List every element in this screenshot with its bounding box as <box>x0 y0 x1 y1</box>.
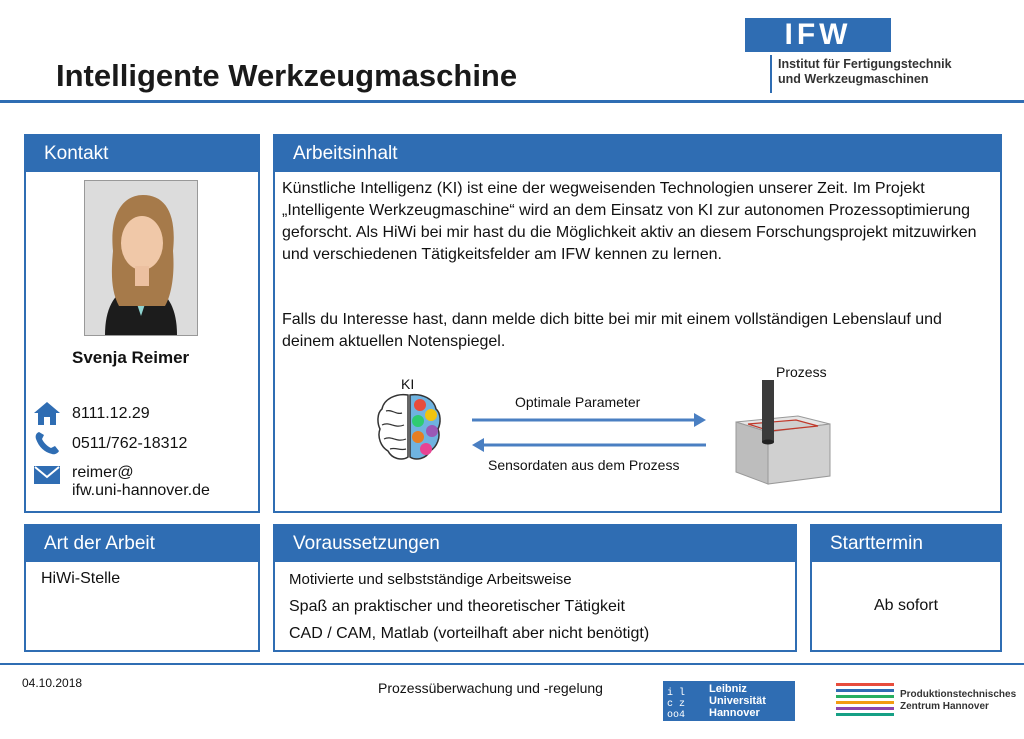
requirement-item: CAD / CAM, Matlab (vorteilhaft aber nicht benötigt) <box>289 625 650 642</box>
arrow-bottom-label: Sensordaten aus dem Prozess <box>488 457 680 473</box>
footer-center-text: Prozessüberwachung und -regelung <box>378 680 603 696</box>
logo-subtitle-line-1: Institut für Fertigungstechnik <box>778 57 952 71</box>
arbeitsinhalt-paragraph-2: Falls du Interesse hast, dann melde dich bitte bei mir mit einem vollständigen Lebenslauf und deinem aktuellen Notenspiegel. <box>282 311 942 350</box>
luh-line-3: Hannover <box>709 707 760 719</box>
logo-divider <box>770 55 772 93</box>
ki-label: KI <box>401 376 415 392</box>
process-machine-icon <box>734 380 832 486</box>
arbeitsinhalt-paragraph-1: Künstliche Intelligenz (KI) ist eine der wegweisenden Technologien unserer Zeit. Im Projekt „Intelligente Werkzeugmaschine“ wird an dem Einsatz von KI zur autonomen Prozessoptimierung geforscht. Als HiWi bei mir hast du die Möglichkeit aktiv an diesem Forschungsprojekt mitzuwirken und verschiedenen Tätigkeitsfelder am IFW kennen zu lernen. <box>282 180 977 263</box>
header-rule <box>0 100 1024 103</box>
footer-date: 04.10.2018 <box>22 676 83 690</box>
contact-name: Svenja Reimer <box>72 348 190 367</box>
pzh-line-1: Produktionstechnisches <box>900 689 1017 700</box>
luh-logo <box>663 681 795 721</box>
contact-room: 8111.12.29 <box>72 405 150 422</box>
contact-email-line-2: ifw.uni-hannover.de <box>72 482 210 499</box>
mail-icon <box>33 463 61 489</box>
brain-icon <box>376 391 442 463</box>
voraussetzungen-heading: Voraussetzungen <box>275 526 795 562</box>
starttermin-panel <box>810 524 1002 652</box>
arbeitsinhalt-heading: Arbeitsinhalt <box>275 136 1000 172</box>
svg-text:i l: i l <box>667 688 686 699</box>
contact-email-line-1: reimer@ <box>72 464 134 481</box>
home-icon <box>33 400 61 426</box>
page-title: Intelligente Werkzeugmaschine <box>56 58 518 93</box>
requirement-item: Motivierte und selbstständige Arbeitsweise <box>289 571 572 588</box>
contact-phone: 0511/762-18312 <box>72 435 188 452</box>
logo-subtitle-line-2: und Werkzeugmaschinen <box>778 72 929 86</box>
requirement-item: Spaß an praktischer und theoretischer Tätigkeit <box>289 598 625 615</box>
svg-text:oo4: oo4 <box>667 710 686 721</box>
art-panel <box>24 524 260 652</box>
contact-email[interactable] <box>72 464 210 500</box>
starttermin-heading: Starttermin <box>812 526 1000 562</box>
art-heading: Art der Arbeit <box>26 526 258 562</box>
footer-rule <box>0 663 1024 665</box>
kontakt-heading: Kontakt <box>26 136 258 172</box>
luh-line-2: Universität <box>709 695 766 707</box>
ifw-logo: IFW <box>745 18 891 52</box>
contact-photo <box>84 180 198 336</box>
starttermin-value: Ab sofort <box>873 597 939 614</box>
process-label: Prozess <box>776 364 827 380</box>
ifw-logo-subtitle <box>778 57 952 87</box>
phone-icon <box>33 430 61 456</box>
art-value: HiWi-Stelle <box>41 570 121 587</box>
pzh-logo <box>836 681 1017 721</box>
arrow-top-label: Optimale Parameter <box>515 394 641 410</box>
pzh-line-2: Zentrum Hannover <box>900 701 989 712</box>
luh-line-1: Leibniz <box>709 683 747 695</box>
svg-text:c z: c z <box>667 699 686 710</box>
